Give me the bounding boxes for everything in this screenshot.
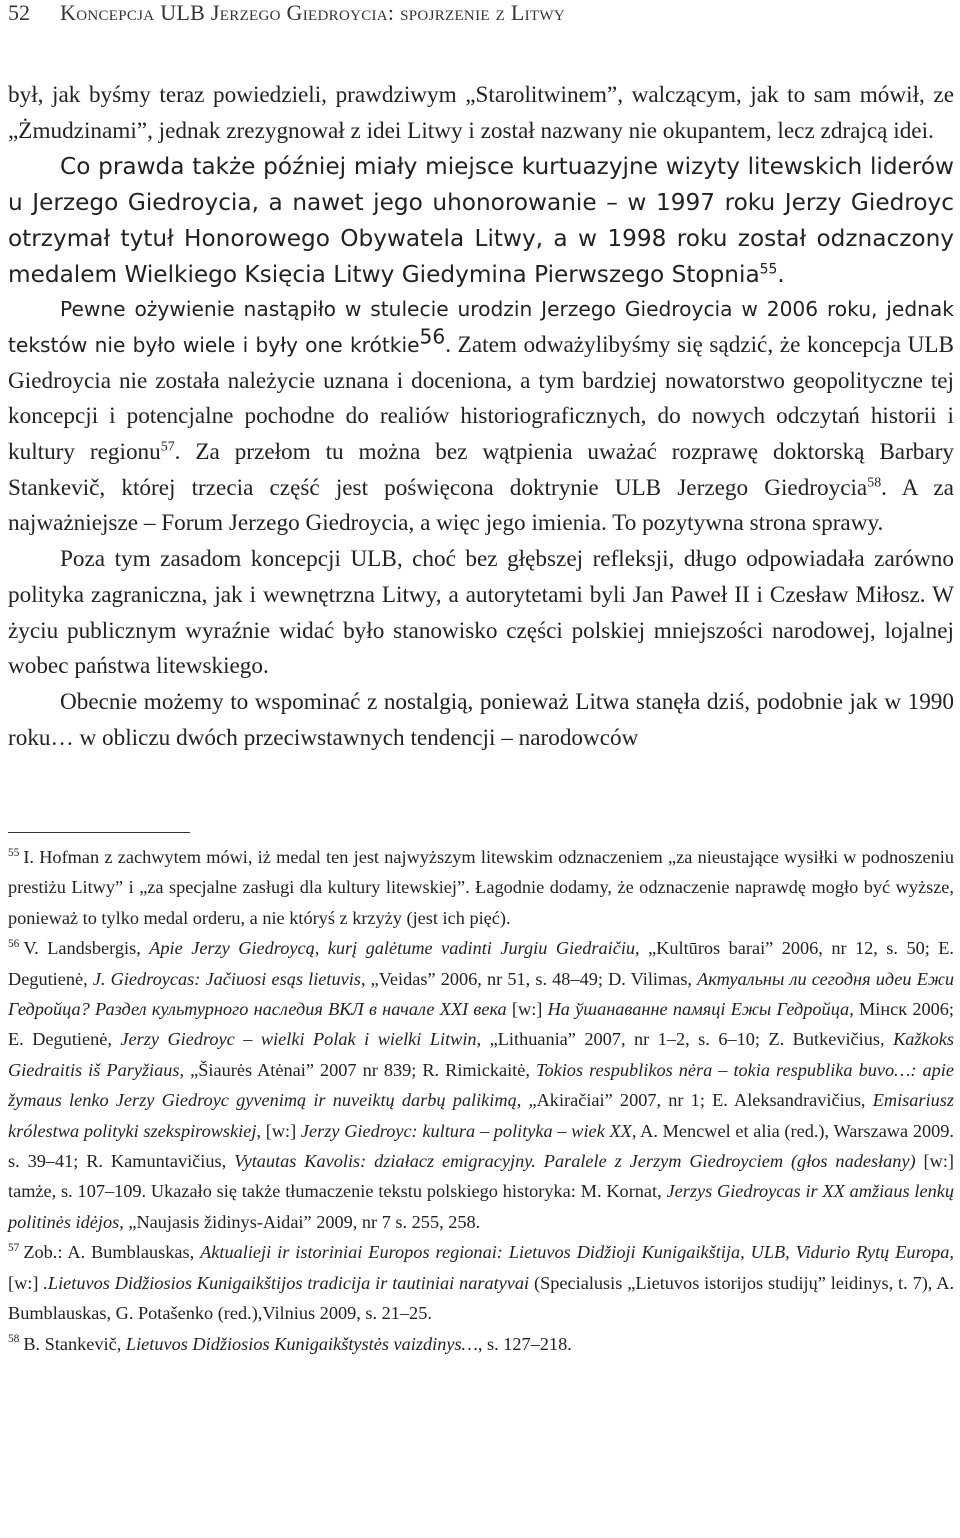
main-text	[8, 78, 954, 756]
footnote-ref-55[interactable]: 55	[759, 260, 778, 277]
footnote-58: $^{58}$ B. Stankevič, Lietuvos Didžiosios Kunigaikštystės vaizdinys…, s. 127–218.	[8, 1333, 572, 1354]
footnote-56: $^{56}$ V. Landsbergis, Apie Jerzy Giedroycą, kurį galėtume vadinti Jurgiu Giedraičiu, „Kultūros barai” 2006, nr 12, s. 50; E. Degutienė, J. Giedroycas: Jačiuosi esąs lietuvis, „Veidas” 2006, nr 51, s. 48–49; D. Vilimas, Актуальны ли сегодня идеи Ежи Гедройца? Раздел культурного наследия ВКЛ в начале XXI века [w:] На ўшанаванне памяці Ежы Гедройца, Мінск 2006; E. Degutienė, Jerzy Giedroyc – wielki Polak i wielki Litwin, „Lithuania” 2007, nr 1–2, s. 6–10; Z. Butkevičius, Kažkoks Giedraitis iš Paryžiaus, „Šiaurės Atėnai” 2007 nr 839; R. Rimickaitė, Tokios respublikos nėra – tokia respublika buvo…: apie žymaus lenko Jerzy Giedroyc gyvenimą ir nuveiktų darbų palikimą, „Akiračiai” 2007, nr 1; E. Aleksandravičius, Emisariusz królestwa polityki szekspirowskiej, [w:] Jerzy Giedroyc: kultura – polityka – wiek XX, A. Mencwel et alia (red.), Warszawa 2009. s. 39–41; R. Kamuntavičius, Vytautas Kavolis: działacz emigracyjny. Paralele z Jerzym Giedroyciem (głos nadesłany) [w:] tamże, s. 107–109. Ukazało się także tłumaczenie tekstu polskiego historyka: M. Kornat, Jerzys Giedroycas ir XX amžiaus lenkų politinės idėjos, „Naujasis židinys-Aidai” 2009, nr 7 s. 255, 258.	[8, 938, 955, 1232]
footnote-ref-56[interactable]: 56	[419, 324, 446, 349]
footnote-ref-58[interactable]: 58	[867, 475, 882, 490]
footnote-ref-57[interactable]: 57	[160, 439, 175, 455]
footnote-55: $^{55}$ I. Hofman z zachwytem mówi, iż medal ten jest najwyższym litewskim odznaczeniem „za nieustające wysiłki w podnoszeniu prestiżu Litwy” i „za specjalne zasługi dla kultury litewskiej”. Łagodnie dodamy, że odznaczenie naprawdę mogło być wyższe, ponieważ to tylko medal orderu, a nie któryś z krzyży (jest ich pięć).	[8, 846, 954, 928]
paragraph-4: Poza tym zasadom koncepcji ULB, choć bez głębszej refleksji, długo odpowiadała zarówno polityka zagraniczna, jak i wewnętrzna Litwy, a autorytetami byli Jan Paweł II i Czesław Miłosz. W życiu publicznym wyraźnie widać było stanowisko części polskiej mniejszości narodowej, lojalnej wobec państwa litewskiego.	[8, 546, 954, 680]
footnote-number: 56	[8, 938, 20, 951]
footnote-separator	[8, 832, 190, 833]
running-header	[8, 0, 565, 26]
footnote-number: 58	[8, 1333, 20, 1346]
footnote-number: 55	[8, 846, 20, 859]
paragraph-1: był, jak byśmy teraz powiedzieli, prawdziwym „Starolitwinem”, walczącym, jak to sam mówił, ze „Żmudzinami”, jednak zrezygnował z idei Litwy i został nazwany nie okupantem, lecz zdrajcą idei.	[8, 82, 954, 144]
paragraph-5: Obecnie możemy to wspominać z nostalgią, ponieważ Litwa stanęła dziś, podobnie jak w 1990 roku… w obliczu dwóch przeciwstawnych tendencji – narodowców	[8, 688, 954, 751]
paragraph-2: Co prawda także później miały miejsce kurtuazyjne wizyty litewskich liderów u Jerzego Giedroycia, a nawet jego uhonorowanie – w 1997 roku Jerzy Giedroyc otrzymał tytuł Honorowego Obywatela Litwy, a w 1998 roku został odznaczony medalem Wielkiego Księcia Litwy Giedymina Pierwszego Stopnia$^{55}$.	[8, 153, 954, 288]
footnote-number: 57	[8, 1242, 20, 1255]
page-number: 52	[8, 0, 30, 25]
footnote-57: $^{57}$ Zob.: A. Bumblauskas, Aktualieji ir istoriniai Europos regionai: Lietuvos Didžioji Kunigaikštija, ULB, Vidurio Rytų Europa, [w:] .Lietuvos Didžiosios Kunigaikštijos tradicija ir tautiniai naratyvai (Specialusis „Lietuvos istorijos studijų” leidinys, t. 7), A. Bumblauskas, G. Potašenko (red.),Vilnius 2009, s. 21–25.	[8, 1242, 955, 1324]
footnotes	[8, 842, 954, 1359]
running-title: Koncepcja ULB Jerzego Giedroycia: spojrzenie z Litwy	[60, 0, 565, 25]
paragraph-3: Pewne ożywienie nastąpiło w stulecie urodzin Jerzego Giedroycia w 2006 roku, jednak tekstów nie było wiele i były one krótkie$^{56}$. Zatem odważylibyśmy się sądzić, że koncepcja ULB Giedroycia nie została należycie uznana i doceniona, a tym bardziej nowatorstwo geopolityczne tej koncepcji i potencjalne pochodne do realiów historiograficznych, do nowych odczytań historii i kultury regionu$^{57}$. Za przełom tu można bez wątpienia uważać rozprawę doktorską Barbary Stankevič, której trzecia część jest poświęcona doktrynie ULB Jerzego Giedroycia$^{58}$. A za najważniejsze – Forum Jerzego Giedroycia, a więc jego imienia. To pozytywna strona sprawy.	[8, 297, 955, 537]
